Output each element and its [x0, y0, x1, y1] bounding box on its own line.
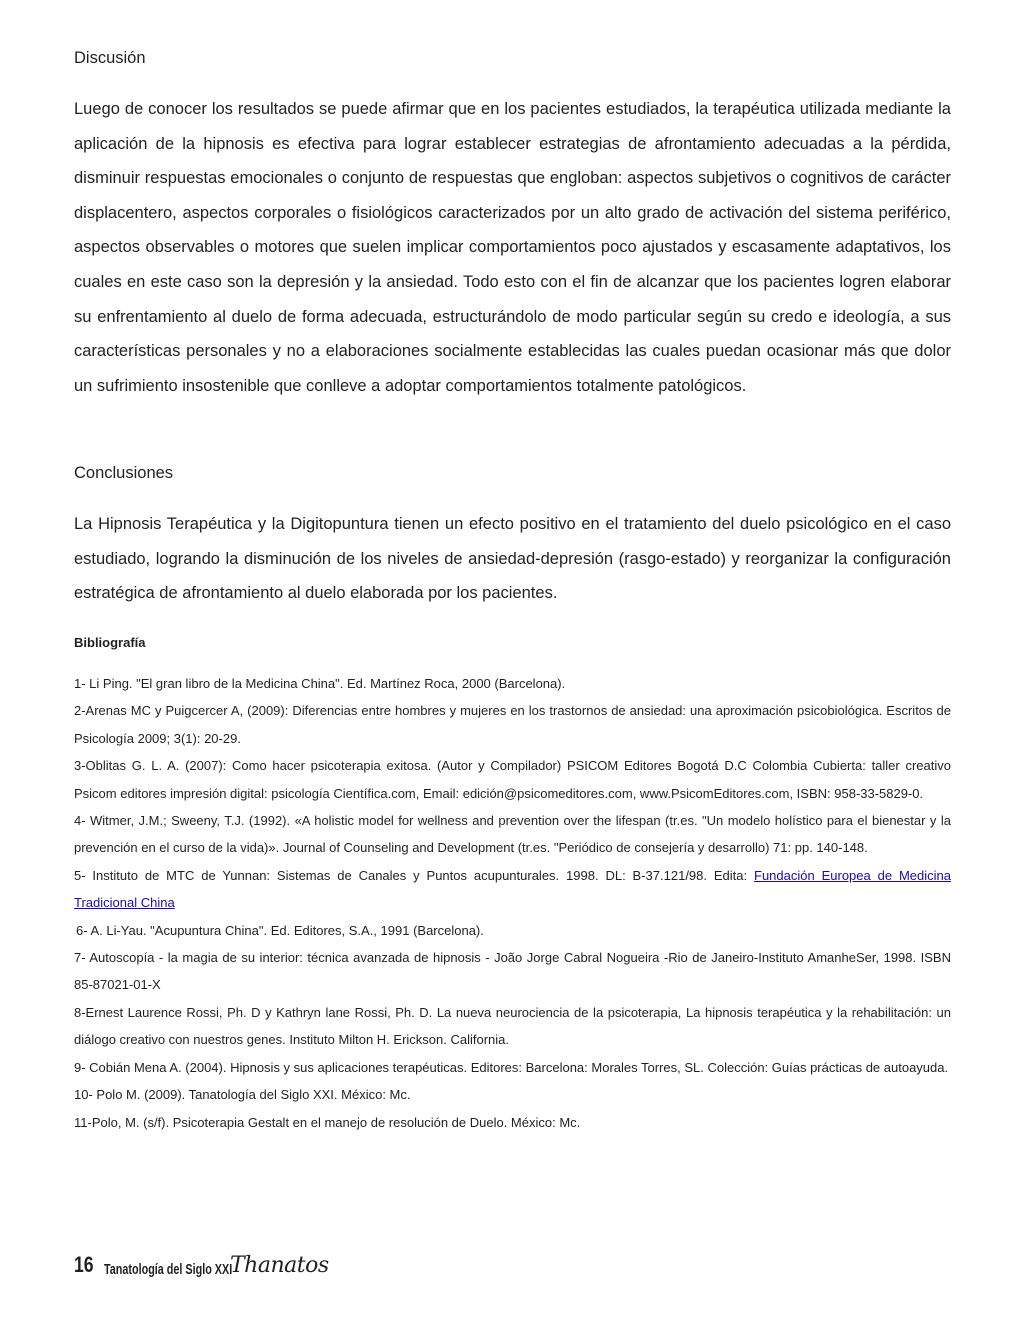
reference-item-6: 6- A. Li-Yau. "Acupuntura China". Ed. Editores, S.A., 1991 (Barcelona).	[76, 922, 484, 938]
page-footer	[74, 1238, 329, 1278]
reference-item-10: 10- Polo M. (2009). Tanatología del Siglo XXI. México: Mc.	[74, 1087, 411, 1103]
conclusions-heading: Conclusiones	[74, 464, 174, 482]
reference-item-4: 4- Witmer, J.M.; Sweeny, T.J. (1992). «A holistic model for wellness and prevention over the lifespan (tr.es. "Un modelo holístico para el bienestar y la prevención en el curso de la vida)». Journal of Counseling and Development (tr.es. "Periódico de consejería y desarrollo) 71: pp. 140-148.	[74, 813, 951, 856]
discussion-heading: Discusión	[74, 49, 146, 67]
reference-item-8: 8-Ernest Laurence Rossi, Ph. D y Kathryn lane Rossi, Ph. D. La nueva neurociencia de la psicoterapia, La hipnosis terapéutica y la rehabilitación: un diálogo creativo con nuestros genes. Instituto Milton H. Erickson. California.	[74, 1004, 951, 1048]
bibliography-list	[74, 670, 951, 1136]
reference-item-5	[74, 862, 951, 917]
page-number: 16	[74, 1252, 94, 1277]
discussion-paragraph: Luego de conocer los resultados se puede afirmar que en los pacientes estudiados, la terapéutica utilizada mediante la aplicación de la hipnosis es efectiva para lograr establecer estrategias de afrontamiento adecuadas a la pérdida, disminuir respuestas emocionales o conjunto de respuestas que engloban: aspectos subjetivos o cognitivos de carácter displacentero, aspectos corporales o fisiológicos caracterizados por un alto grado de activación del sistema periférico, aspectos observables o motores que suelen implicar comportamientos poco ajustados y escasamente adaptativos, los cuales en este caso son la depresión y la ansiedad. Todo esto con el fin de alcanzar que los pacientes logren elaborar su enfrentamiento al duelo de forma adecuada, estructurándolo de modo particular según su credo e ideología, a sus características personales y no a elaboraciones socialmente establecidas las cuales puedan ocasionar más que dolor un sufrimiento insostenible que conlleve a adoptar comportamientos totalmente patológicos.	[74, 100, 951, 395]
reference-item-9: 9- Cobián Mena A. (2004). Hipnosis y sus aplicaciones terapéuticas. Editores: Barcelona: Morales Torres, SL. Colección: Guías prácticas de autoayuda.	[74, 1059, 949, 1075]
reference-item-3: 3-Oblitas G. L. A. (2007): Como hacer psicoterapia exitosa. (Autor y Compilador) PSICOM Editores Bogotá D.C Colombia Cubierta: taller creativo Psicom editores impresión digital: psicología Científica.com, Email: edición@psicomeditores.com, www.PsicomEditores.com, ISBN: 958-33-5829-0.	[74, 758, 951, 801]
conclusions-paragraph: La Hipnosis Terapéutica y la Digitopuntura tienen un efecto positivo en el tratamiento del duelo psicológico en el caso estudiado, logrando la disminución de los niveles de ansiedad-depresión (rasgo-estado) y reorganizar la configuración estratégica de afrontamiento al duelo elaborada por los pacientes.	[74, 515, 951, 603]
reference-item-11: 11-Polo, M. (s/f). Psicoterapia Gestalt en el manejo de resolución de Duelo. México: Mc.	[74, 1114, 581, 1130]
bibliography-heading: Bibliografía	[74, 635, 146, 650]
reference-item-1: 1- Li Ping. "El gran libro de la Medicina China". Ed. Martínez Roca, 2000 (Barcelona).	[74, 676, 566, 691]
reference-item-2: 2-Arenas MC y Puigcercer A, (2009): Diferencias entre hombres y mujeres en los trastornos de ansiedad: una aproximación psicobiológica. Escritos de Psicología 2009; 3(1): 20-29.	[74, 703, 951, 746]
reference-5-text: 5- Instituto de MTC de Yunnan: Sistemas de Canales y Puntos acupunturales. 1998. DL: B-37.121/98. Edita:	[74, 867, 755, 883]
reference-5-link[interactable]: Fundación Europea de Medicina Tradicional China	[74, 867, 951, 911]
reference-item-7: 7- Autoscopía - la magia de su interior: técnica avanzada de hipnosis - João Jorge Cabral Nogueira -Rio de Janeiro-Instituto AmanheSer, 1998. ISBN 85-87021-01-X	[74, 950, 951, 993]
journal-logo: Thanatos	[230, 1253, 329, 1278]
journal-name: Tanatología del Siglo XXI	[104, 1261, 233, 1278]
